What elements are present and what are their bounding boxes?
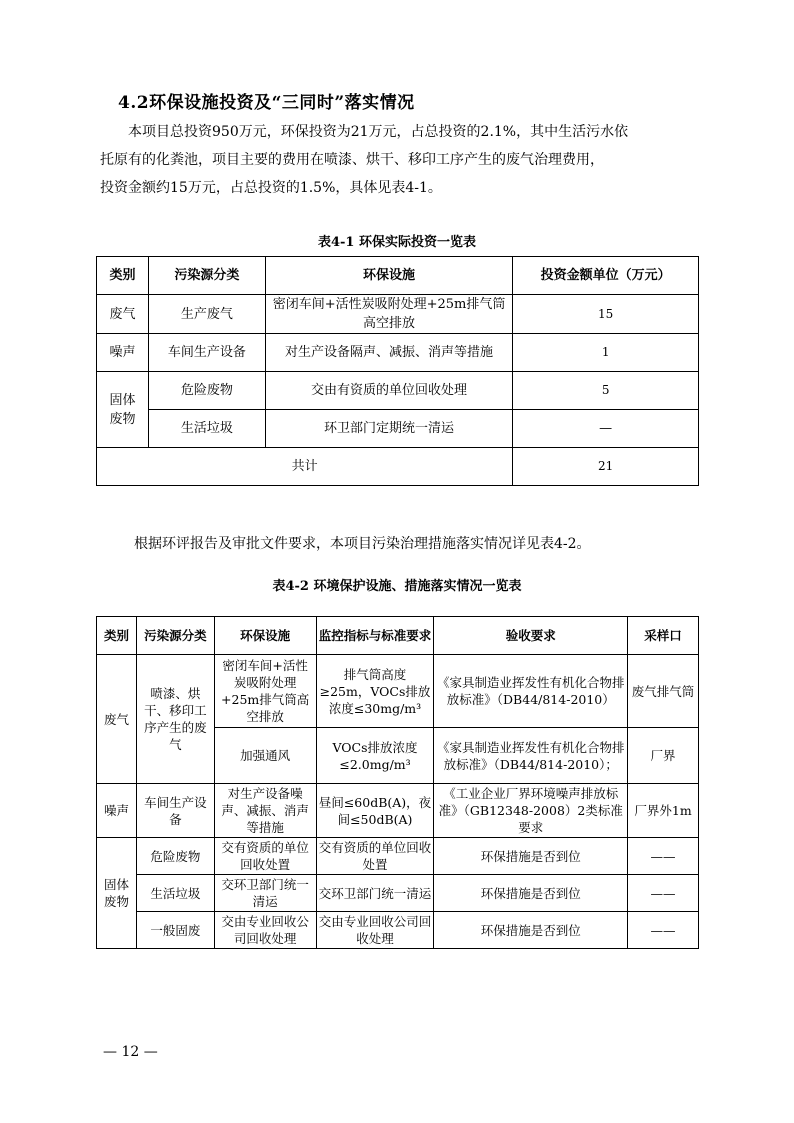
table-header-row [97, 617, 699, 655]
cell-category: 固体废物 [97, 838, 137, 949]
cell-category: 噪声 [97, 784, 137, 838]
cell-category: 噪声 [97, 334, 149, 372]
cell-source: 危险废物 [148, 372, 265, 410]
cell-sample-port: 厂界外1m [628, 784, 699, 838]
cell-facility: 交由专业回收公司回收处理 [214, 912, 316, 949]
cell-amount: — [513, 410, 699, 448]
cell-index: 交环卫部门统一清运 [316, 875, 434, 912]
cell-acceptance: 环保措施是否到位 [434, 875, 628, 912]
intro-line-3: 投资金额约15万元，占总投资的1.5%，具体见表4-1。 [100, 180, 442, 196]
cell-source: 喷漆、烘干、移印工序产生的废气 [136, 655, 214, 784]
cell-index: VOCs排放浓度≤2.0mg/m³ [316, 728, 434, 784]
paragraph-2: 根据环评报告及审批文件要求，本项目污染治理措施落实情况详见表4-2。 [134, 536, 591, 552]
table-row [97, 372, 699, 410]
intro-paragraph [100, 118, 700, 202]
section-heading: 4.2环保设施投资及“三同时”落实情况 [118, 93, 415, 113]
cell-sample-port: —— [628, 838, 699, 875]
cell-facility: 交有资质的单位回收处置 [214, 838, 316, 875]
table-row [97, 784, 699, 838]
cell-acceptance: 《家具制造业挥发性有机化合物排放标准》（DB44/814-2010） [434, 655, 628, 728]
cell-acceptance: 《家具制造业挥发性有机化合物排放标准》（DB44/814-2010）； [434, 728, 628, 784]
cell-source: 车间生产设备 [148, 334, 265, 372]
header-acceptance: 验收要求 [434, 617, 628, 655]
cell-index: 交有资质的单位回收处置 [316, 838, 434, 875]
total-amount: 21 [513, 448, 699, 486]
cell-acceptance: 环保措施是否到位 [434, 912, 628, 949]
cell-source: 生活垃圾 [148, 410, 265, 448]
table-header-row [97, 257, 699, 295]
cell-facility: 交由有资质的单位回收处理 [265, 372, 513, 410]
cell-source: 生产废气 [148, 295, 265, 334]
header-sample-port: 采样口 [628, 617, 699, 655]
cell-acceptance: 《工业企业厂界环境噪声排放标准》（GB12348-2008）2类标准要求 [434, 784, 628, 838]
cell-source: 一般固废 [136, 912, 214, 949]
table-row [97, 655, 699, 728]
intro-line-1: 本项目总投资950万元，环保投资为21万元，占总投资的2.1%，其中生活污水依 [128, 124, 629, 140]
table-row [97, 295, 699, 334]
cell-facility: 交环卫部门统一清运 [214, 875, 316, 912]
page-number: — 12 — [103, 1044, 158, 1060]
cell-category: 废气 [97, 655, 137, 784]
header-category: 类别 [97, 257, 149, 295]
cell-sample-port: 废气排气筒 [628, 655, 699, 728]
header-facility: 环保设施 [265, 257, 513, 295]
cell-source: 危险废物 [136, 838, 214, 875]
table-total-row [97, 448, 699, 486]
cell-sample-port: —— [628, 875, 699, 912]
cell-category: 固体废物 [97, 372, 149, 448]
cell-sample-port: 厂界 [628, 728, 699, 784]
cell-acceptance: 环保措施是否到位 [434, 838, 628, 875]
cell-facility: 对生产设备隔声、减振、消声等措施 [265, 334, 513, 372]
cell-facility: 密闭车间+活性炭吸附处理+25m排气筒高空排放 [265, 295, 513, 334]
cell-index: 交由专业回收公司回收处理 [316, 912, 434, 949]
cell-index: 昼间≤60dB(A)，夜间≤50dB(A) [316, 784, 434, 838]
cell-source: 生活垃圾 [136, 875, 214, 912]
measures-table [96, 616, 699, 949]
cell-amount: 15 [513, 295, 699, 334]
table2-caption: 表4-2 环境保护设施、措施落实情况一览表 [272, 579, 522, 594]
cell-facility: 环卫部门定期统一清运 [265, 410, 513, 448]
cell-facility: 对生产设备噪声、减振、消声等措施 [214, 784, 316, 838]
cell-amount: 1 [513, 334, 699, 372]
cell-facility: 密闭车间+活性炭吸附处理+25m排气筒高空排放 [214, 655, 316, 728]
cell-source: 车间生产设备 [136, 784, 214, 838]
cell-amount: 5 [513, 372, 699, 410]
header-index: 监控指标与标准要求 [316, 617, 434, 655]
table-row [97, 410, 699, 448]
table-row [97, 875, 699, 912]
intro-line-2: 托原有的化粪池，项目主要的费用在喷漆、烘干、移印工序产生的废气治理费用， [100, 152, 604, 168]
total-label: 共计 [97, 448, 513, 486]
table-row [97, 334, 699, 372]
table-row [97, 838, 699, 875]
investment-table [96, 256, 699, 486]
header-facility: 环保设施 [214, 617, 316, 655]
cell-index: 排气筒高度≥25m，VOCs排放浓度≤30mg/m³ [316, 655, 434, 728]
cell-sample-port: —— [628, 912, 699, 949]
header-source: 污染源分类 [148, 257, 265, 295]
header-category: 类别 [97, 617, 137, 655]
table1-caption: 表4-1 环保实际投资一览表 [317, 235, 476, 250]
header-amount: 投资金额单位（万元） [513, 257, 699, 295]
cell-category: 废气 [97, 295, 149, 334]
header-source: 污染源分类 [136, 617, 214, 655]
table-row [97, 912, 699, 949]
cell-facility: 加强通风 [214, 728, 316, 784]
